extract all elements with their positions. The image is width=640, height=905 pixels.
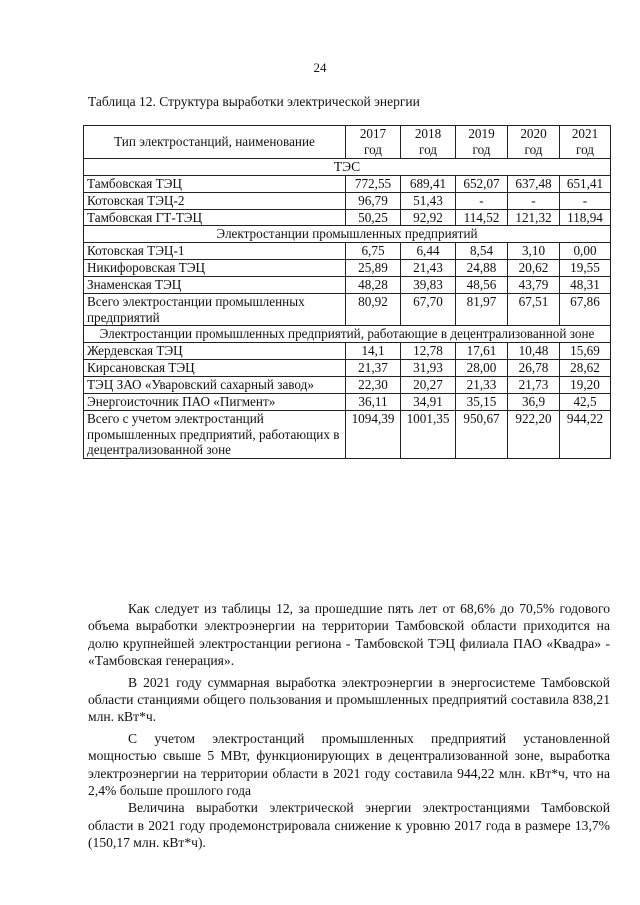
table-row: [84, 393, 611, 410]
value-cell: 48,31: [560, 276, 611, 293]
header-year: 2020 год: [508, 126, 560, 159]
section-row: [84, 226, 611, 243]
value-cell: 1094,39: [346, 410, 401, 459]
generation-table: [83, 125, 611, 459]
station-name: Знаменская ТЭЦ: [84, 276, 346, 293]
table-row: [84, 175, 611, 192]
value-cell: 922,20: [508, 410, 560, 459]
value-cell: 6,44: [401, 243, 456, 260]
value-cell: 42,5: [560, 393, 611, 410]
value-cell: 20,27: [401, 377, 456, 394]
value-cell: 772,55: [346, 175, 401, 192]
station-name: Всего электростанции промышленных предприятий: [84, 293, 346, 326]
value-cell: 15,69: [560, 343, 611, 360]
value-cell: 14,1: [346, 343, 401, 360]
value-cell: 19,55: [560, 260, 611, 277]
value-cell: 67,51: [508, 293, 560, 326]
table-row: [84, 209, 611, 226]
value-cell: 81,97: [456, 293, 508, 326]
station-name: Всего с учетом электростанций промышленных предприятий, работающих в децентрализованной зоне: [84, 410, 346, 459]
value-cell: 12,78: [401, 343, 456, 360]
value-cell: 21,33: [456, 377, 508, 394]
station-name: Тамбовская ТЭЦ: [84, 175, 346, 192]
station-name: Энергоисточник ПАО «Пигмент»: [84, 393, 346, 410]
value-cell: 21,73: [508, 377, 560, 394]
value-cell: 10,48: [508, 343, 560, 360]
station-name: Котовская ТЭЦ-1: [84, 243, 346, 260]
section-row: [84, 326, 611, 343]
table-row: [84, 410, 611, 459]
table-row: [84, 293, 611, 326]
station-name: Никифоровская ТЭЦ: [84, 260, 346, 277]
header-year: 2021 год: [560, 126, 611, 159]
table-header-row: [84, 126, 611, 159]
value-cell: 950,67: [456, 410, 508, 459]
section-title: Электростанции промышленных предприятий, работающие в децентрализованной зоне: [84, 326, 611, 343]
section-title: ТЭС: [84, 158, 611, 175]
value-cell: 28,00: [456, 360, 508, 377]
value-cell: 96,79: [346, 192, 401, 209]
value-cell: 3,10: [508, 243, 560, 260]
section-row: [84, 158, 611, 175]
value-cell: 34,91: [401, 393, 456, 410]
page-number: 24: [313, 60, 327, 75]
station-name: ТЭЦ ЗАО «Уваровский сахарный завод»: [84, 377, 346, 394]
value-cell: 39,83: [401, 276, 456, 293]
paragraph: Как следует из таблицы 12, за прошедшие пять лет от 68,6% до 70,5% годового объема выработки электроэнергии на территории Тамбовской области приходится на долю крупнейшей электростанции региона - Тамбовской ТЭЦ филиала ПАО «Квадра» - «Тамбовская генерация».: [88, 601, 610, 669]
value-cell: 637,48: [508, 175, 560, 192]
value-cell: 80,92: [346, 293, 401, 326]
header-year: 2018 год: [401, 126, 456, 159]
body-text: [88, 600, 610, 852]
section-title: Электростанции промышленных предприятий: [84, 226, 611, 243]
value-cell: 6,75: [346, 243, 401, 260]
value-cell: 28,62: [560, 360, 611, 377]
value-cell: 92,92: [401, 209, 456, 226]
value-cell: 114,52: [456, 209, 508, 226]
table-row: [84, 276, 611, 293]
station-name: Жердевская ТЭЦ: [84, 343, 346, 360]
value-cell: -: [508, 192, 560, 209]
value-cell: 19,20: [560, 377, 611, 394]
paragraph: В 2021 году суммарная выработка электроэнергии в энергосистеме Тамбовской области станциями общего пользования и промышленных предприятий составила 838,21 млн. кВт*ч.: [88, 674, 610, 725]
header-year: 2019 год: [456, 126, 508, 159]
value-cell: 36,9: [508, 393, 560, 410]
table-body: [84, 158, 611, 459]
value-cell: 21,43: [401, 260, 456, 277]
station-name: Тамбовская ГТ-ТЭЦ: [84, 209, 346, 226]
value-cell: 67,70: [401, 293, 456, 326]
table-caption: Таблица 12. Структура выработки электрической энергии: [88, 94, 420, 109]
value-cell: 651,41: [560, 175, 611, 192]
header-type: Тип электростанций, наименование: [84, 126, 346, 159]
station-name: Кирсановская ТЭЦ: [84, 360, 346, 377]
header-year: 2017 год: [346, 126, 401, 159]
value-cell: 50,25: [346, 209, 401, 226]
value-cell: 1001,35: [401, 410, 456, 459]
value-cell: 25,89: [346, 260, 401, 277]
station-name: Котовская ТЭЦ-2: [84, 192, 346, 209]
value-cell: 31,93: [401, 360, 456, 377]
value-cell: 26,78: [508, 360, 560, 377]
value-cell: 21,37: [346, 360, 401, 377]
value-cell: 67,86: [560, 293, 611, 326]
value-cell: 51,43: [401, 192, 456, 209]
value-cell: 48,28: [346, 276, 401, 293]
value-cell: 22,30: [346, 377, 401, 394]
value-cell: -: [456, 192, 508, 209]
table-row: [84, 377, 611, 394]
value-cell: 35,15: [456, 393, 508, 410]
value-cell: 36,11: [346, 393, 401, 410]
table-row: [84, 192, 611, 209]
paragraph: С учетом электростанций промышленных предприятий установленной мощностью свыше 5 МВт, функционирующих в децентрализованной зоне, выработка электроэнергии на территории области в 2021 году составила 944,22 млн. кВт*ч, что на 2,4% больше прошлого года: [88, 730, 610, 799]
value-cell: 48,56: [456, 276, 508, 293]
table-row: [84, 260, 611, 277]
value-cell: 8,54: [456, 243, 508, 260]
value-cell: 17,61: [456, 343, 508, 360]
table-row: [84, 360, 611, 377]
value-cell: 20,62: [508, 260, 560, 277]
value-cell: 43,79: [508, 276, 560, 293]
value-cell: 118,94: [560, 209, 611, 226]
table-row: [84, 243, 611, 260]
value-cell: 689,41: [401, 175, 456, 192]
value-cell: 0,00: [560, 243, 611, 260]
table-row: [84, 343, 611, 360]
value-cell: 24,88: [456, 260, 508, 277]
value-cell: -: [560, 192, 611, 209]
value-cell: 944,22: [560, 410, 611, 459]
paragraph: Величина выработки электрической энергии электростанциями Тамбовской области в 2021 году продемонстрировала снижение к уровню 2017 года в размере 13,7% (150,17 млн. кВт*ч).: [88, 800, 610, 851]
value-cell: 121,32: [508, 209, 560, 226]
value-cell: 652,07: [456, 175, 508, 192]
